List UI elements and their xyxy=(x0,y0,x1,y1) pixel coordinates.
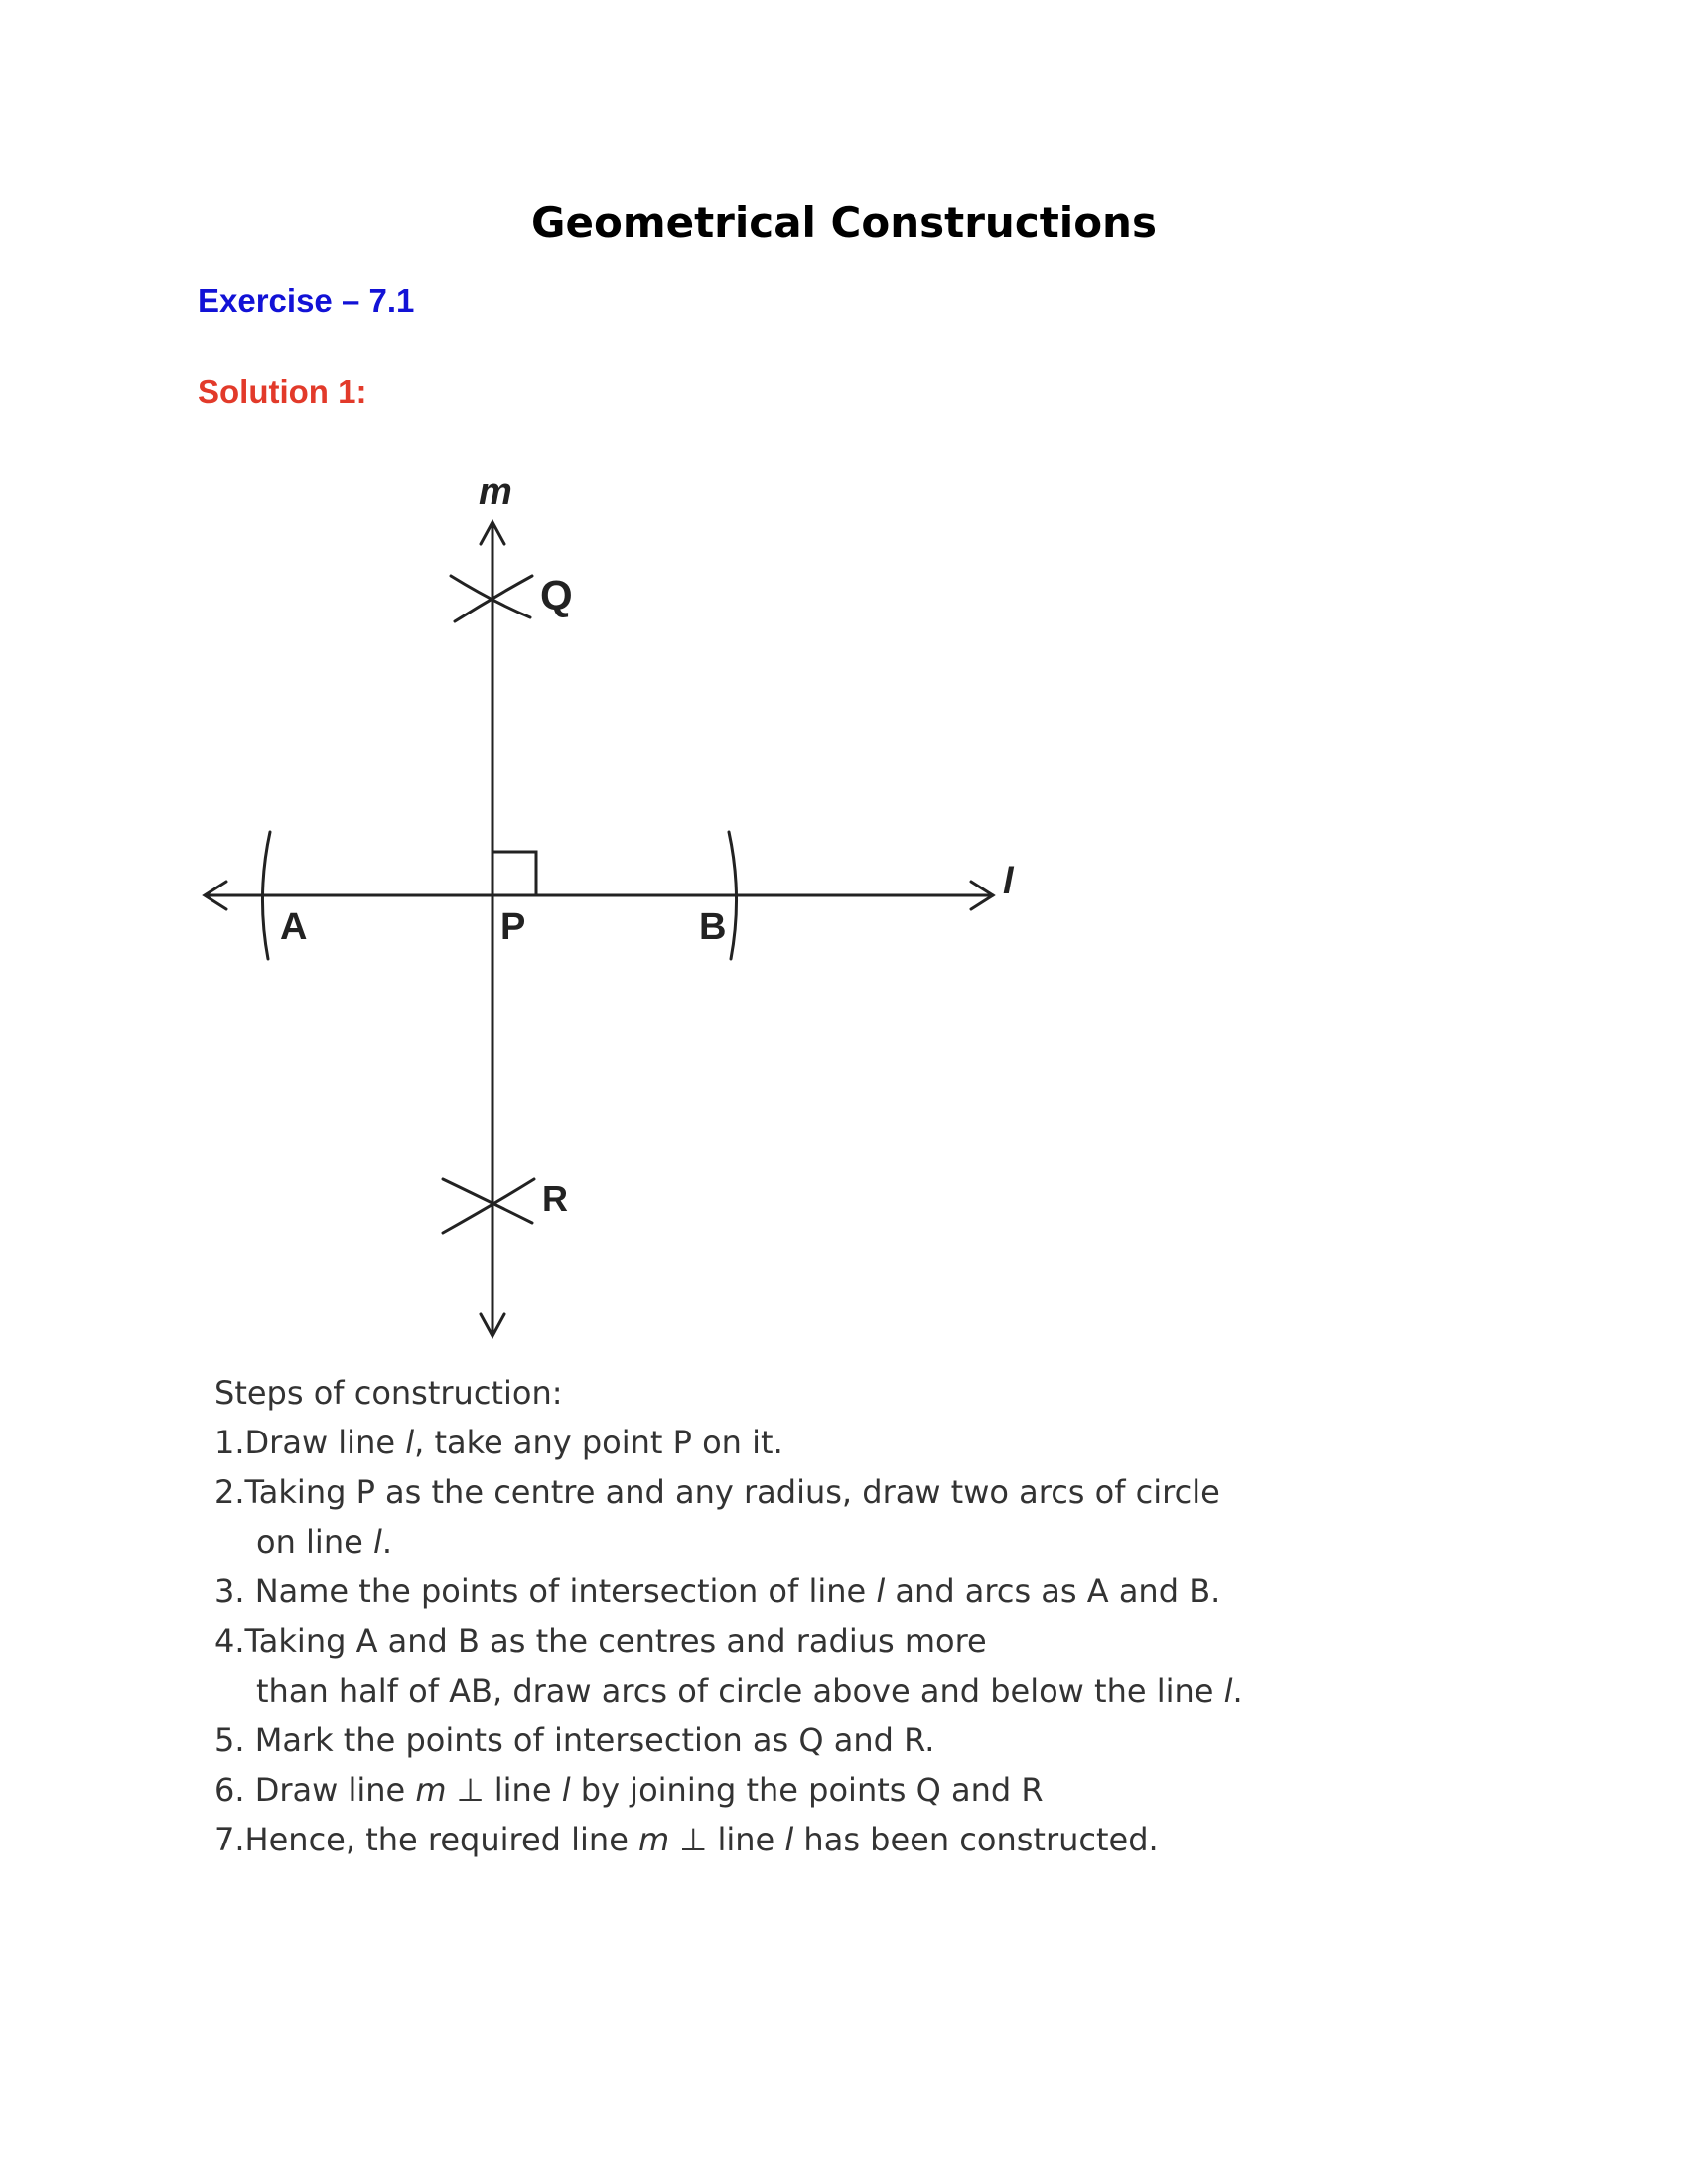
right-angle-mark xyxy=(492,852,536,895)
solution-heading: Solution 1: xyxy=(198,373,367,410)
page-title: Geometrical Constructions xyxy=(531,199,1157,247)
label-p: P xyxy=(500,906,526,948)
step-6: 6. Draw line m ⊥ line l by joining the points Q and R xyxy=(214,1771,1044,1809)
step-4: 4.Taking A and B as the centres and radius more xyxy=(214,1622,987,1660)
step-4-continued: than half of AB, draw arcs of circle above and below the line l. xyxy=(256,1672,1243,1709)
step-1: 1.Draw line l, take any point P on it. xyxy=(214,1424,783,1461)
step-2-continued: on line l. xyxy=(256,1523,393,1561)
step-2: 2.Taking P as the centre and any radius, draw two arcs of circle xyxy=(214,1473,1220,1511)
step-3: 3. Name the points of intersection of line l and arcs as A and B. xyxy=(214,1572,1221,1610)
step-7: 7.Hence, the required line m ⊥ line l has been constructed. xyxy=(214,1821,1159,1858)
step-5: 5. Mark the points of intersection as Q and R. xyxy=(214,1721,935,1759)
label-m: m xyxy=(479,472,512,513)
construction-steps xyxy=(214,1368,1406,1864)
label-l: l xyxy=(1003,861,1014,902)
steps-heading: Steps of construction: xyxy=(214,1374,563,1412)
arc-r-1 xyxy=(443,1179,532,1223)
exercise-heading: Exercise – 7.1 xyxy=(198,282,415,319)
label-a: A xyxy=(280,906,308,948)
label-q: Q xyxy=(540,572,573,618)
label-b: B xyxy=(699,906,727,948)
label-r: R xyxy=(542,1178,568,1219)
